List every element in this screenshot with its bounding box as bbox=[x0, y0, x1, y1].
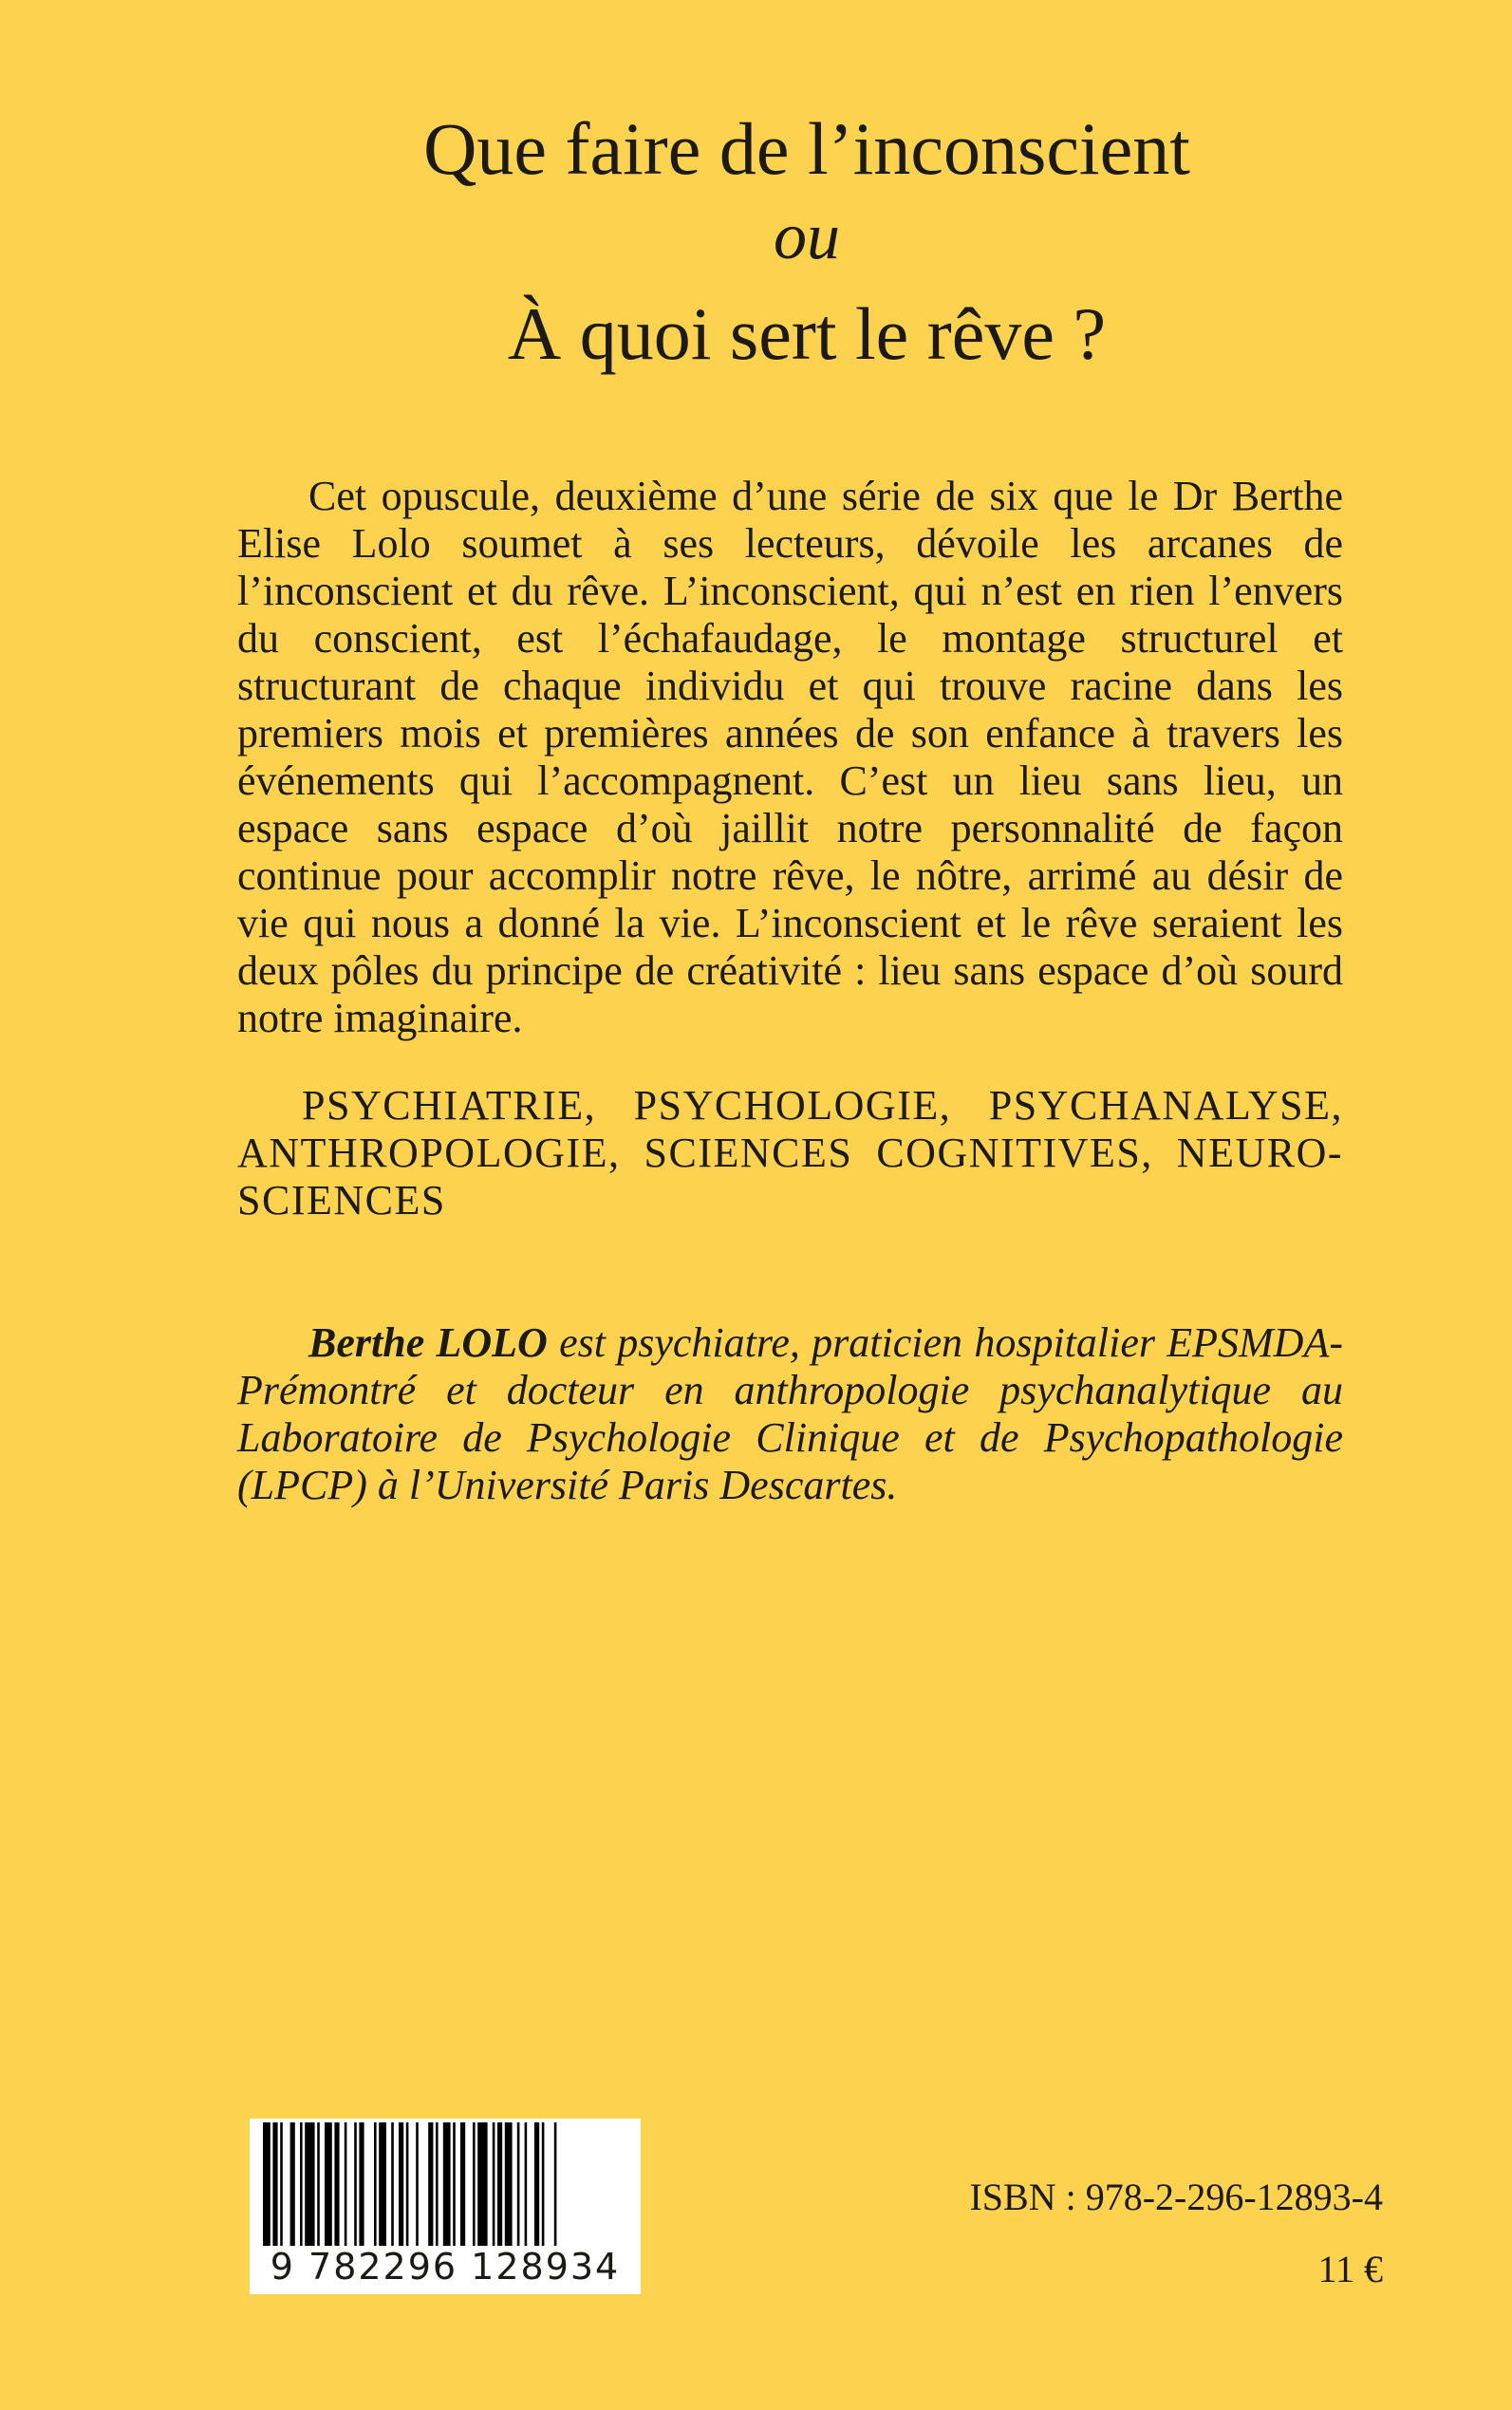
book-title: Que faire de l’inconscient bbox=[423, 107, 1190, 190]
barcode-bar bbox=[554, 2122, 557, 2251]
barcode-bar bbox=[416, 2122, 419, 2251]
barcode-bar bbox=[477, 2122, 487, 2251]
barcode-bar bbox=[391, 2122, 394, 2251]
barcode-bar bbox=[399, 2122, 403, 2251]
barcode-bar bbox=[497, 2122, 502, 2251]
title-connector: ou bbox=[774, 200, 840, 273]
barcode-bar bbox=[453, 2122, 456, 2251]
barcode-bar bbox=[325, 2122, 332, 2251]
barcode-bar bbox=[428, 2122, 433, 2251]
barcode-bar bbox=[345, 2122, 347, 2251]
barcode-bar bbox=[525, 2122, 528, 2251]
barcode bbox=[250, 2119, 641, 2294]
barcode-bar bbox=[473, 2122, 476, 2251]
barcode-digits: 9 782296 128934 bbox=[250, 2246, 641, 2288]
barcode-bar bbox=[272, 2122, 277, 2251]
barcode-bar bbox=[263, 2122, 271, 2251]
summary-paragraph: Cet opuscule, deuxième d’une série de six que le Dr Berthe Elise Lolo soumet à ses lecteurs, dévoile les arcanes de l’inconscient et du rêve. L’inconscient, qui n’est en rien l’envers du conscient, est l’échafaudage, le montage structurel et structurant de chaque individu et qui trouve racine dans les premiers mois et premières années de son enfance à travers les événements qui l’accompagnent. C’est un lieu sans lieu, un espace sans espace d’où jaillit notre personnalité de façon continue pour accomplir notre rêve, le nôtre, arrimé au désir de vie qui nous a donné la vie. L’inconscient et le rêve seraient les deux pôles du principe de créativité : lieu sans espace d’où sourd notre imaginaire. bbox=[237, 473, 1343, 1041]
barcode-bar bbox=[505, 2122, 513, 2251]
barcode-bar bbox=[460, 2122, 465, 2251]
subject-categories: PSYCHIATRIE, PSYCHOLOGIE, PSYCHANALYSE, ANTHROPOLOGIE, SCIENCES COGNITIVES, NEURO-SCIENCES bbox=[237, 1082, 1343, 1224]
barcode-bar bbox=[290, 2122, 295, 2251]
barcode-bar bbox=[493, 2122, 495, 2251]
barcode-bar bbox=[300, 2122, 303, 2251]
barcode-bar bbox=[317, 2122, 320, 2251]
author-biography bbox=[237, 1319, 1343, 1509]
barcode-bar bbox=[354, 2122, 357, 2251]
barcode-bar bbox=[436, 2122, 439, 2251]
price: 11 € bbox=[1317, 2248, 1383, 2290]
barcode-bar bbox=[443, 2122, 451, 2251]
barcode-bar bbox=[534, 2122, 539, 2251]
book-subtitle: À quoi sert le rêve ? bbox=[507, 292, 1107, 375]
barcode-bar bbox=[359, 2122, 364, 2251]
isbn: ISBN : 978-2-296-12893-4 bbox=[969, 2176, 1383, 2218]
barcode-bar bbox=[542, 2122, 545, 2251]
barcode-bar bbox=[334, 2122, 339, 2251]
barcode-bar bbox=[517, 2122, 520, 2251]
barcode-bar bbox=[374, 2122, 377, 2251]
barcode-bars bbox=[250, 2119, 641, 2251]
author-bio-text: est psychiatre, praticien hospitalier EPSMDA-Prémontré et docteur en anthropologie psychanalytique au Laboratoire de Psychologie Clinique et de Psychopathologie (LPCP) à l’Université Paris Descartes. bbox=[237, 1319, 1343, 1508]
author-name: Berthe LOLO bbox=[308, 1319, 548, 1366]
barcode-bar bbox=[406, 2122, 409, 2251]
barcode-bar bbox=[379, 2122, 386, 2251]
barcode-bar bbox=[305, 2122, 314, 2251]
barcode-bar bbox=[280, 2122, 283, 2251]
